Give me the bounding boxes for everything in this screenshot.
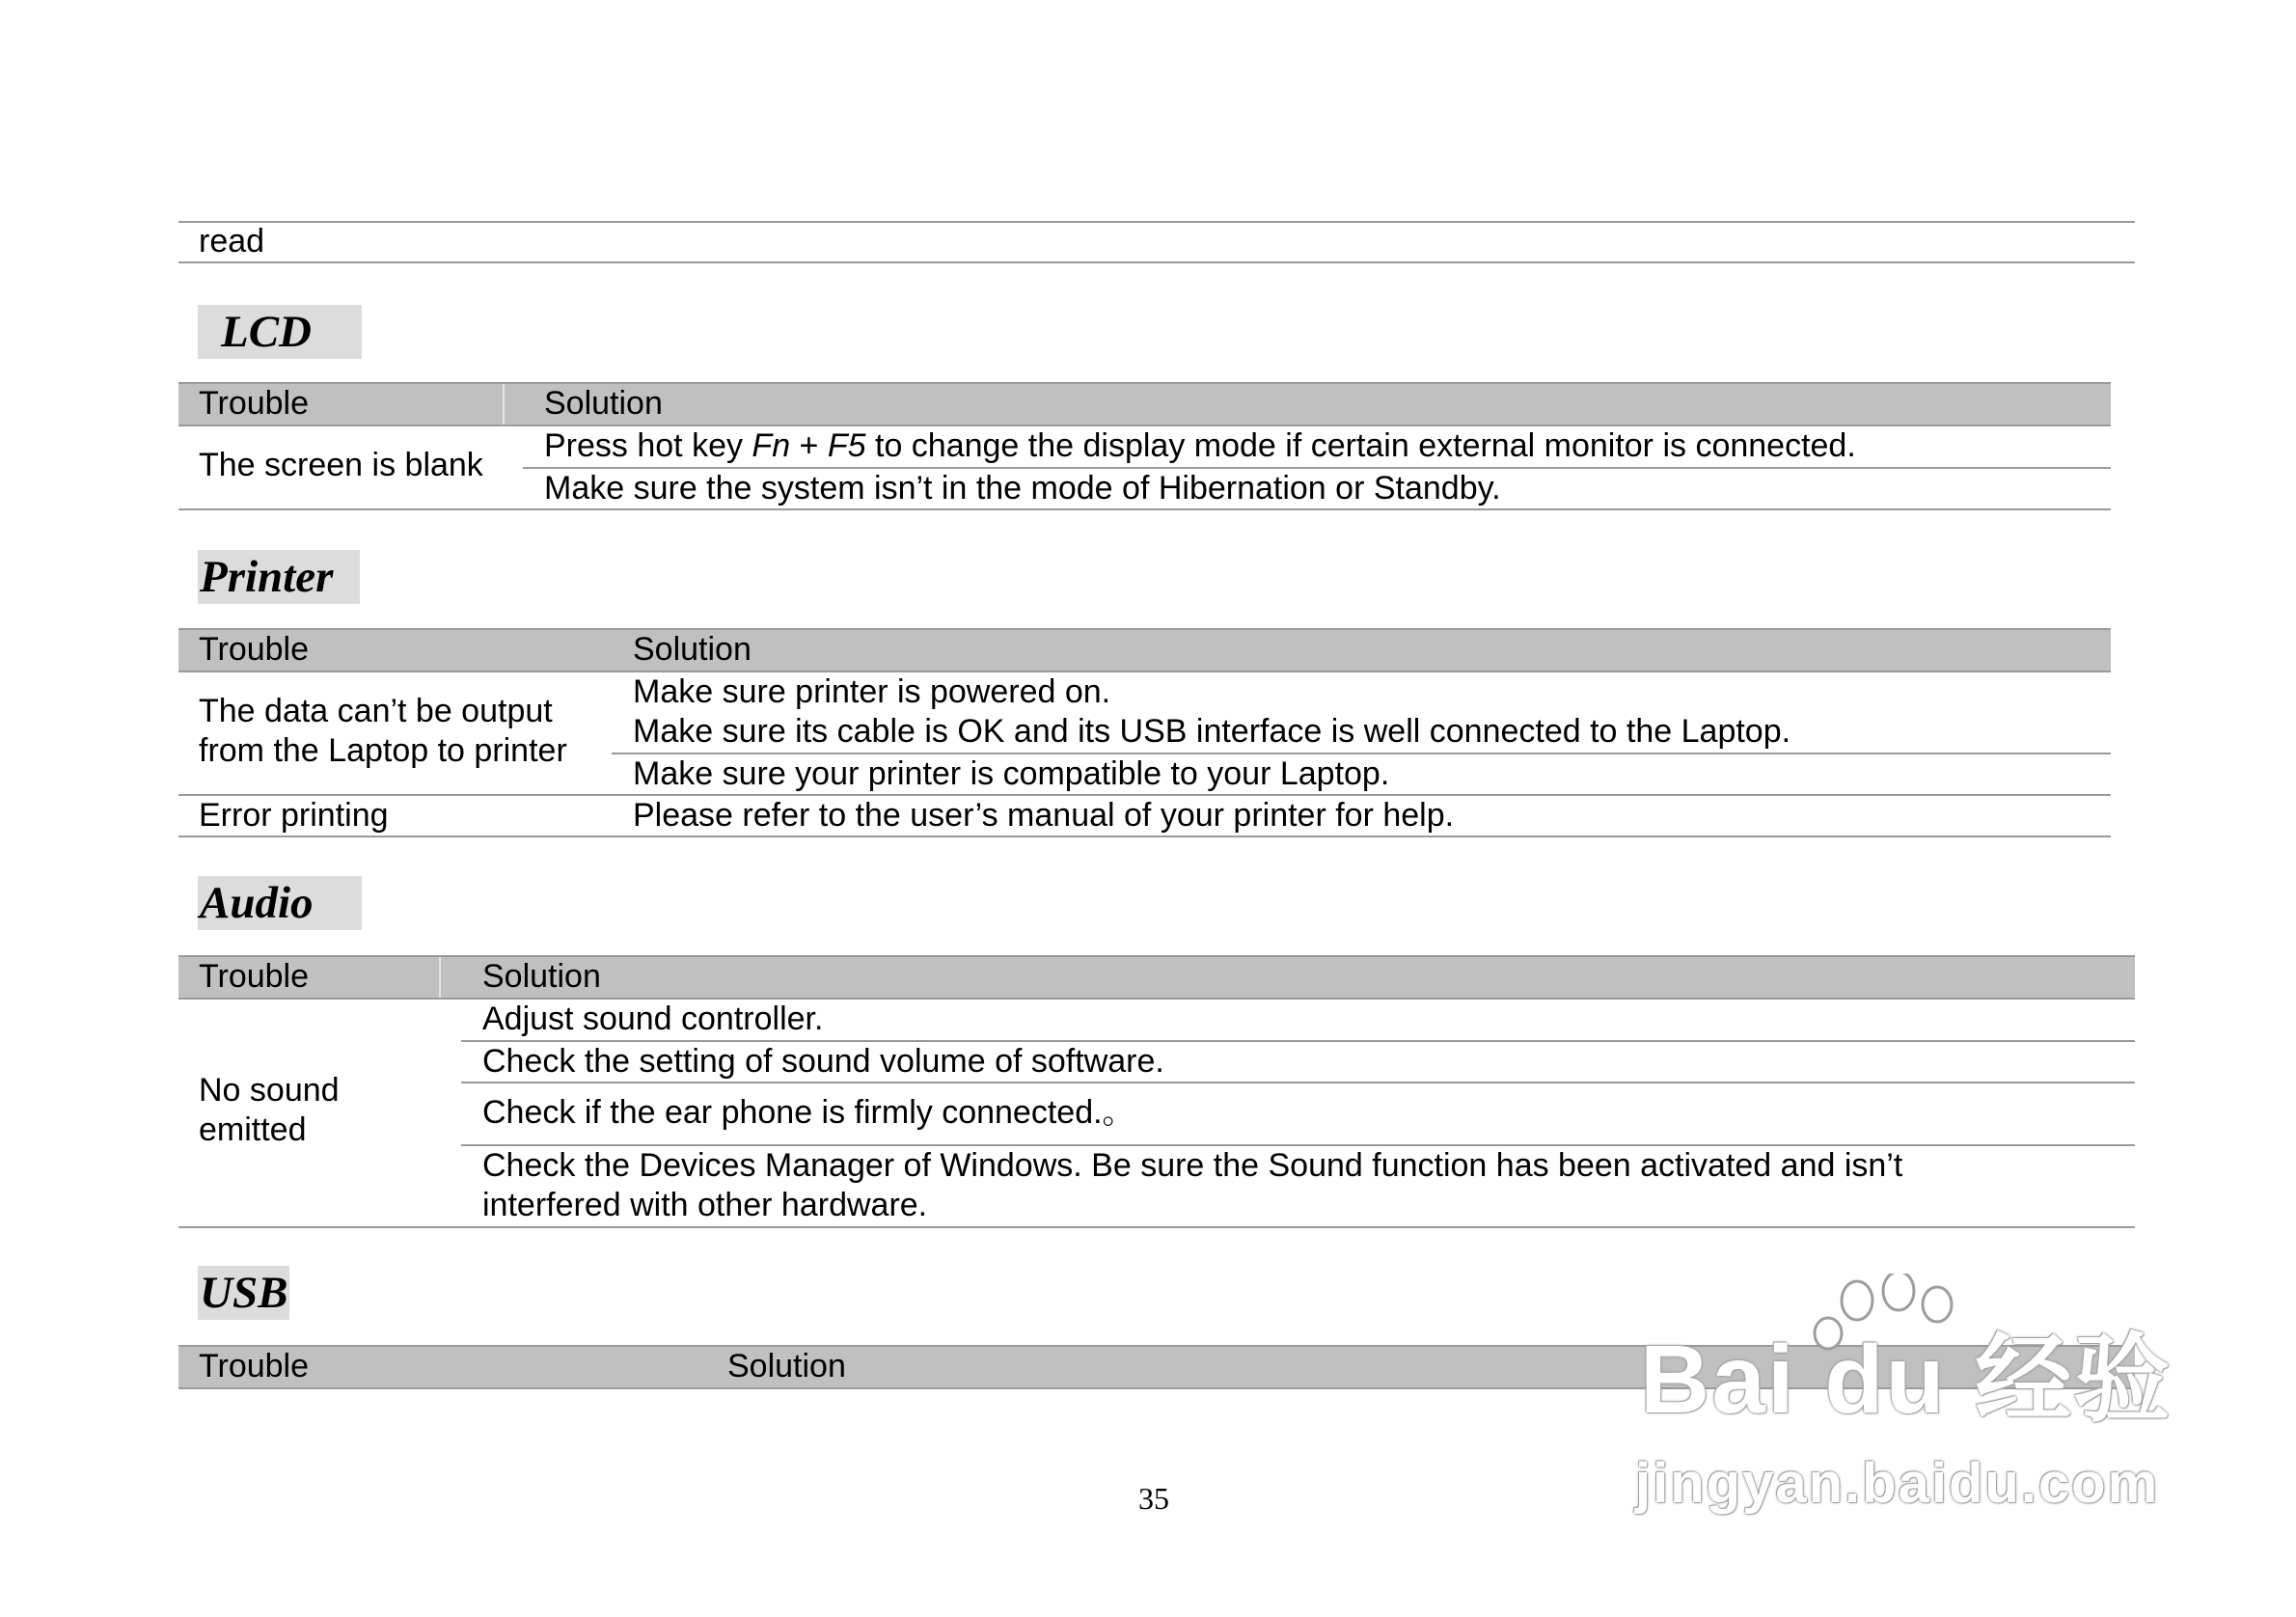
lcd-table-header [178,382,2111,426]
printer-row1-trouble-line2: from the Laptop to printer [199,732,567,769]
lcd-table-bottom-right [523,508,2111,510]
printer-section-title: Printer [198,550,360,604]
audio-solution-1: Adjust sound controller. [482,1000,824,1037]
printer-table-bottom [178,836,2111,837]
printer-row1-trouble-line1: The data can’t be output [199,693,553,729]
lcd-section-title: LCD [198,305,362,359]
printer-row1-solution-2: Make sure its cable is OK and its USB interface is well connected to the Laptop. [633,713,1791,750]
audio-table-bottom-left [178,1226,461,1228]
printer-row2-solution: Please refer to the user’s manual of your printer for help. [633,797,1455,834]
audio-row-trouble-line1: No sound [199,1072,340,1109]
usb-section-title: USB [200,1268,288,1318]
top-rule-bottom [178,261,2135,263]
audio-header-solution: Solution [482,958,601,995]
lcd-header-solution: Solution [544,385,663,422]
printer-row2-trouble: Error printing [199,797,389,834]
lcd-row-solution-1 [544,426,1856,466]
lcd-solution-1-post: to change the display mode if certain external monitor is connected. [865,427,1856,464]
printer-header-trouble: Trouble [199,631,310,668]
audio-row-trouble-line2: emitted [199,1111,307,1148]
audio-solution-2: Check the setting of sound volume of software. [482,1043,1164,1080]
watermark-url: jingyan.baidu.com [1635,1452,2160,1515]
page-number: 35 [1138,1481,1169,1516]
audio-table-bottom-right [461,1226,2135,1228]
audio-solution-4-line1: Check the Devices Manager of Windows. Be sure the Sound function has been activated and isn’t [482,1147,1903,1184]
printer-header-solution: Solution [633,631,752,668]
lcd-header-trouble: Trouble [199,385,310,422]
lcd-solution-1-plus: + [790,427,828,464]
audio-solution-3: Check if the ear phone is firmly connected.。 [482,1094,1135,1131]
audio-table-header [178,955,2135,1000]
printer-row1-solution-1: Make sure printer is powered on. [633,673,1111,710]
audio-section-title: Audio [198,876,362,930]
f5-key: F5 [827,427,866,464]
printer-table-header [178,628,2111,672]
lcd-row-solution-2: Make sure the system isn’t in the mode of Hibernation or Standby. [544,470,1501,507]
baidu-watermark [1630,1274,2171,1534]
top-fragment-text: read [199,223,265,260]
lcd-table-bottom-left [178,508,523,510]
usb-header-solution: Solution [727,1348,846,1384]
audio-header-divider [439,957,441,998]
audio-divider-2 [461,1082,2135,1083]
top-rule [178,221,2135,223]
audio-solution-4-line2: interfered with other hardware. [482,1187,928,1223]
printer-row1-solution-3: Make sure your printer is compatible to your Laptop. [633,755,1390,792]
watermark-brand: Bai du 经验 [1640,1326,2173,1434]
lcd-solution-1-pre: Press hot key [544,427,752,464]
lcd-row-trouble: The screen is blank [199,447,483,483]
lcd-header-divider [503,384,505,425]
usb-header-trouble: Trouble [199,1348,310,1384]
fn-key: Fn [752,427,791,464]
audio-header-trouble: Trouble [199,958,310,995]
